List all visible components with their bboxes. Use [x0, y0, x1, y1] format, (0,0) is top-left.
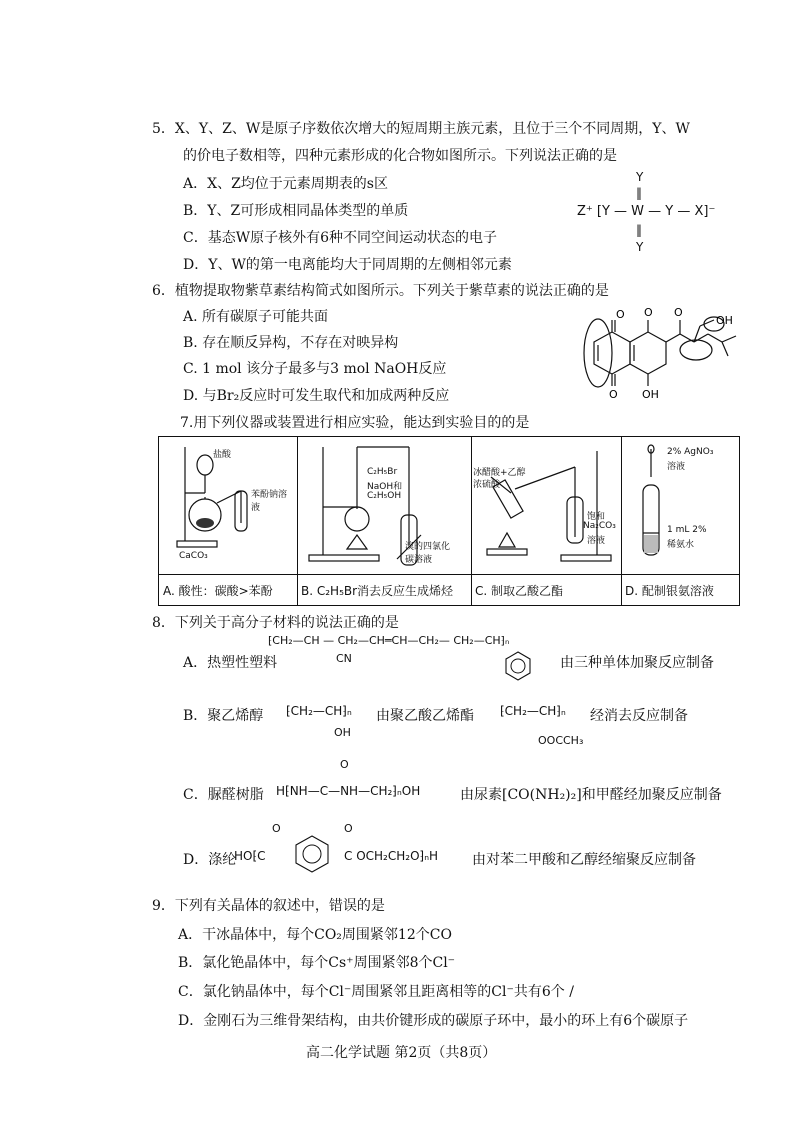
carbonyl-o-bottom: O	[609, 388, 618, 401]
phenol-oh: OH	[642, 388, 659, 401]
q8-option-d-label: D．涤纶	[183, 852, 237, 868]
q8-option-d-o-right: O	[344, 822, 353, 835]
q9-option-a: A．干冰晶体中，每个CO₂周围紧邻12个CO	[178, 927, 452, 943]
apparatus-a-label-hcl: 盐酸	[213, 450, 232, 460]
q8-option-b-formula2: ⁅CH₂—CH⁆ₙ	[500, 704, 566, 718]
ester-o: O	[674, 306, 683, 319]
q7-caption-b: B. C₂H₅Br消去反应生成烯烃	[297, 574, 471, 605]
apparatus-b-label-naoh: NaOH和	[367, 482, 403, 492]
apparatus-c-label-saturated: 饱和	[587, 512, 606, 522]
apparatus-d-label-ammonia: 稀氨水	[667, 540, 695, 550]
q7-caption-a: A. 酸性：碳酸>苯酚	[159, 574, 297, 605]
q5-struct-main: Z⁺ [Y — W — Y — X]⁻	[577, 204, 716, 219]
shikonin-structure	[576, 300, 746, 415]
q5-option-d: D．Y、W的第一电离能均大于同周期的左侧相邻元素	[183, 257, 512, 273]
q5-struct-double-bottom: ‖	[636, 223, 642, 237]
q7-cell-b	[297, 437, 472, 605]
q8-stem: 8．下列关于高分子材料的说法正确的是	[152, 615, 399, 631]
q7-caption-d: D. 配制银氨溶液	[621, 574, 739, 605]
apparatus-c-label-na2co3: Na₂CO₃	[583, 521, 616, 531]
q8-option-b-note: 经消去反应制备	[590, 708, 688, 724]
q5-option-c: C．基态W原子核外有6种不同空间运动状态的电子	[183, 230, 498, 246]
q7-cell-c	[471, 437, 622, 605]
q8-option-b-mid: 由聚乙酸乙烯酯	[376, 708, 474, 724]
q9-stem: 9．下列有关晶体的叙述中，错误的是	[152, 898, 385, 914]
apparatus-d-figure	[621, 437, 739, 575]
q8-option-b-label: B．聚乙烯醇	[183, 708, 264, 724]
q8-option-a-label: A．热塑性塑料	[183, 655, 278, 671]
q9-option-d: D．金刚石为三维骨架结构，由共价键形成的碳原子环中，最小的环上有6个碳原子	[178, 1013, 689, 1029]
apparatus-b-label-c2h5br: C₂H₅Br	[367, 467, 398, 477]
apparatus-c-label-h2so4: 浓硫酸	[473, 480, 501, 490]
apparatus-d-label-agno3: 2% AgNO₃	[667, 447, 714, 457]
q9-option-b: B．氯化铯晶体中，每个Cs⁺周围紧邻8个Cl⁻	[178, 955, 456, 971]
q5-option-b: B．Y、Z可形成相同晶体类型的单质	[183, 203, 409, 219]
q5-option-a: A．X、Z均位于元素周期表的s区	[183, 176, 388, 192]
q8-option-a-cn: CN	[336, 652, 352, 665]
q8-option-d-formula-right: C OCH₂CH₂O⁆ₙH	[344, 849, 438, 863]
side-chain-oh: OH	[716, 314, 733, 327]
q5-stem-line1: 5．X、Y、Z、W是原子序数依次增大的短周期主族元素，且位于三个不同周期，Y、W	[152, 121, 690, 137]
q8-option-d-formula-left: HO⁅C	[234, 849, 266, 863]
apparatus-b-label-bromine: 溴的四氯化碳溶液	[405, 542, 451, 565]
q7-caption-c: C. 制取乙酸乙酯	[471, 574, 621, 605]
page-footer: 高二化学试题 第2页（共8页）	[306, 1045, 497, 1061]
q7-apparatus-table	[158, 436, 740, 606]
q8-option-b-oh: OH	[334, 726, 351, 739]
apparatus-a-label-caco3: CaCO₃	[179, 551, 208, 561]
apparatus-d-label-solution: 溶液	[667, 462, 686, 472]
q6-option-d: D. 与Br₂反应时可发生取代和加成两种反应	[183, 388, 450, 404]
q9-option-c: C．氯化钠晶体中，每个Cl⁻周围紧邻且距离相等的Cl⁻共有6个 /	[178, 984, 574, 1000]
q5-struct-double-top: ‖	[636, 186, 642, 200]
q8-option-a-formula: ⁅CH₂—CH — CH₂—CH═CH—CH₂— CH₂—CH⁆ₙ	[268, 634, 510, 647]
q8-option-c-label: C．脲醛树脂	[183, 787, 264, 803]
q5-struct-top: Y	[636, 170, 644, 184]
q5-stem-line2: 的价电子数相等，四种元素形成的化合物如图所示。下列说法正确的是	[183, 148, 617, 164]
apparatus-b-label-ethanol: C₂H₅OH	[367, 491, 402, 501]
q8-option-d-o-left: O	[272, 822, 281, 835]
q7-cell-a	[159, 437, 298, 605]
q8-option-b-ester: OOCCH₃	[538, 734, 584, 747]
benzene-ring-d	[290, 830, 334, 878]
q6-option-c: C. 1 mol 该分子最多与3 mol NaOH反应	[183, 361, 447, 377]
q8-option-c-formula: H⁅NH—C—NH—CH₂⁆ₙOH	[276, 784, 421, 798]
carbonyl-o-top: O	[616, 308, 625, 321]
apparatus-d-label-volume: 1 mL 2%	[667, 525, 707, 535]
benzene-ring-a	[504, 650, 532, 682]
apparatus-c-label-solution: 溶液	[587, 536, 606, 546]
q8-option-b-formula: ⁅CH₂—CH⁆ₙ	[286, 704, 352, 718]
q7-stem: 7.用下列仪器或装置进行相应实验，能达到实验目的的是	[180, 415, 530, 431]
q6-option-a: A. 所有碳原子可能共面	[183, 309, 329, 325]
apparatus-a-label-phenoxide: 苯酚钠溶液	[251, 490, 288, 513]
apparatus-c-label-reagents: 冰醋酸+乙醇	[473, 468, 526, 478]
q8-option-c-o: O	[340, 758, 349, 771]
q7-cell-d	[621, 437, 739, 605]
q8-option-a-note: 由三种单体加聚反应制备	[560, 655, 714, 671]
q6-stem: 6．植物提取物紫草素结构简式如图所示。下列关于紫草素的说法正确的是	[152, 283, 609, 299]
methoxy-o: O	[644, 306, 653, 319]
q8-option-c-note: 由尿素[CO(NH₂)₂]和甲醛经加聚反应制备	[460, 787, 722, 803]
q8-option-d-note: 由对苯二甲酸和乙醇经缩聚反应制备	[472, 852, 696, 868]
apparatus-c-figure	[471, 437, 621, 575]
q6-option-b: B. 存在顺反异构，不存在对映异构	[183, 335, 399, 351]
q5-struct-bottom: Y	[636, 240, 644, 254]
